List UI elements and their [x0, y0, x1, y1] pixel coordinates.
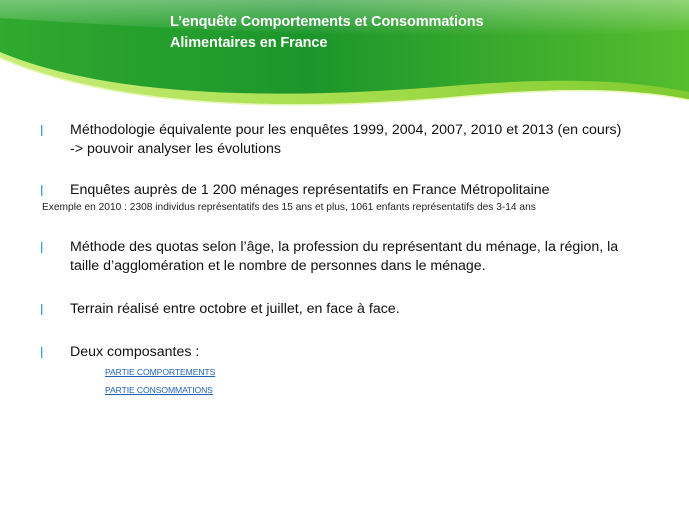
bullet-marker: l	[40, 183, 44, 200]
title-line-2: Alimentaires en France	[170, 35, 328, 51]
header-banner	[0, 0, 689, 110]
bullet-text: Méthodologie équivalente pour les enquêtes 1999, 2004, 2007, 2010 et 2013 (en cours) -> pouvoir analyser les évolutions	[70, 122, 622, 157]
link-partie-consommations[interactable]: PARTIE CONSOMMATIONS	[105, 385, 213, 395]
bullet-text: Enquêtes auprès de 1 200 ménages représentatifs en France Métropolitaine	[70, 182, 550, 198]
bullet-marker: l	[40, 240, 44, 257]
bullet-text: Méthode des quotas selon l’âge, la profession du représentant du ménage, la région, la taille d’agglomération et le nombre de personnes dans le ménage.	[70, 239, 619, 274]
bullet-marker: l	[40, 302, 44, 319]
title-line-1: L’enquête Comportements et Consommations	[170, 14, 484, 30]
bullet-marker: l	[40, 345, 44, 362]
slide-title	[170, 12, 483, 54]
bullet-marker: l	[40, 123, 44, 140]
link-partie-comportements[interactable]: PARTIE COMPORTEMENTS	[105, 367, 216, 377]
bullet-text: Deux composantes :	[70, 344, 200, 360]
bullet-text: Terrain réalisé entre octobre et juillet, en face à face.	[70, 301, 400, 317]
example-note: Exemple en 2010 : 2308 individus représentatifs des 15 ans et plus, 1061 enfants représentatifs des 3-14 ans	[42, 202, 536, 213]
